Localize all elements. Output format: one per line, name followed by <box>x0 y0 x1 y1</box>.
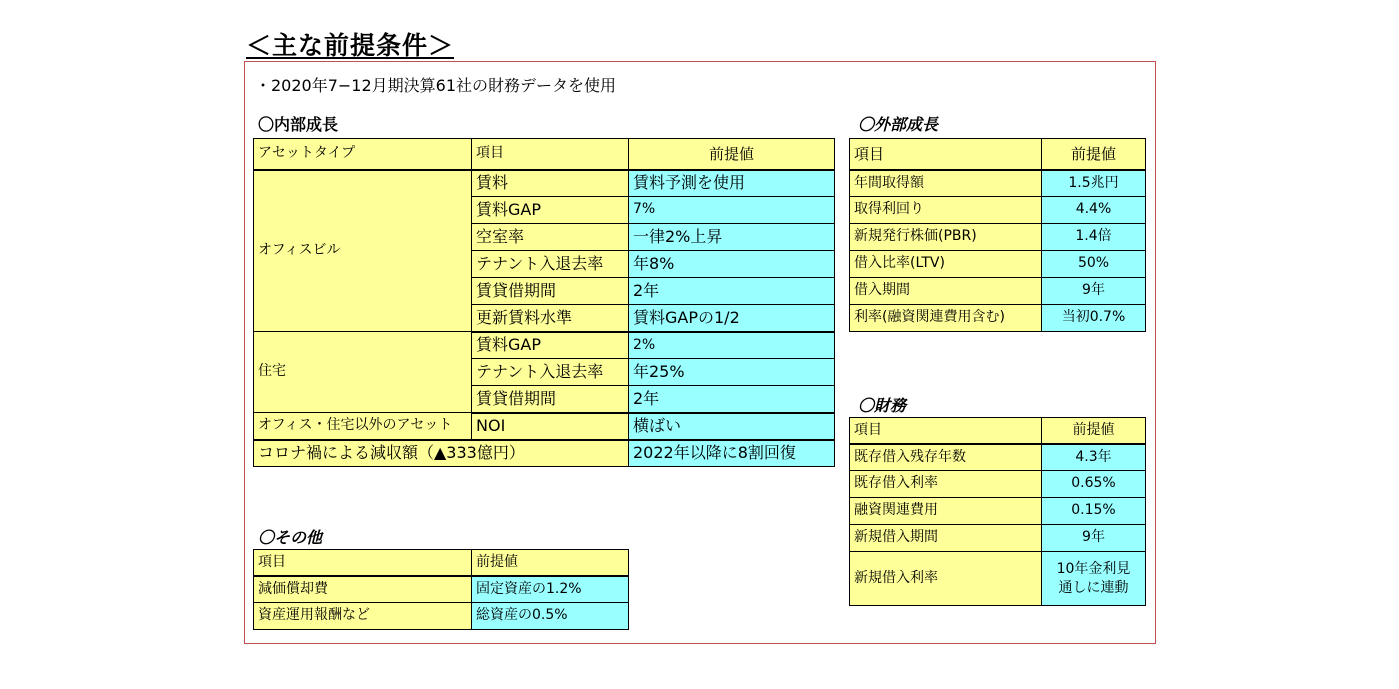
value-line-2: 通しに連動 <box>1058 579 1129 596</box>
covid-impact-label: コロナ禍による減収額（▲333億円） <box>254 440 629 467</box>
item-cell: 賃料GAP <box>472 197 629 224</box>
value-cell: 年8% <box>629 251 835 278</box>
col-header-value: 前提値 <box>1042 139 1146 170</box>
internal-growth-table <box>253 138 835 467</box>
item-cell: 賃料 <box>472 170 629 197</box>
page-title: ＜主な前提条件＞ <box>246 31 455 60</box>
item-cell: 利率(融資関連費用含む) <box>850 305 1042 332</box>
asset-type-other: オフィス・住宅以外のアセット <box>254 413 472 440</box>
item-cell: 借入期間 <box>850 278 1042 305</box>
table-header-row <box>254 139 835 170</box>
value-cell: 7% <box>629 197 835 224</box>
finance-table <box>849 417 1146 606</box>
item-cell: NOI <box>472 413 629 440</box>
item-cell: 減価償却費 <box>254 576 472 603</box>
value-cell: 2年 <box>629 278 835 305</box>
col-header-asset-type: アセットタイプ <box>254 139 472 170</box>
item-cell: 年間取得額 <box>850 170 1042 197</box>
item-cell: 新規借入利率 <box>850 552 1042 606</box>
item-cell: 新規借入期間 <box>850 525 1042 552</box>
external-growth-heading: 〇外部成長 <box>858 115 939 134</box>
value-cell: 当初0.7% <box>1042 305 1146 332</box>
table-row <box>850 525 1146 552</box>
table-row <box>254 332 835 359</box>
table-row <box>850 251 1146 278</box>
finance-heading: 〇財務 <box>858 396 907 415</box>
table-row <box>254 170 835 197</box>
item-cell: 賃料GAP <box>472 332 629 359</box>
col-header-value: 前提値 <box>1042 418 1146 444</box>
table-row <box>850 552 1146 606</box>
item-cell: テナント入退去率 <box>472 251 629 278</box>
item-cell: 融資関連費用 <box>850 498 1042 525</box>
external-growth-table <box>849 138 1146 332</box>
value-cell: 一律2%上昇 <box>629 224 835 251</box>
value-cell: 9年 <box>1042 525 1146 552</box>
col-header-item: 項目 <box>254 550 472 576</box>
asset-type-office: オフィスビル <box>254 170 472 332</box>
item-cell: 既存借入残存年数 <box>850 444 1042 471</box>
table-header-row <box>850 139 1146 170</box>
other-heading: 〇その他 <box>258 528 323 547</box>
value-cell: 横ばい <box>629 413 835 440</box>
table-row <box>850 197 1146 224</box>
covid-impact-value: 2022年以降に8割回復 <box>629 440 835 467</box>
value-cell: 固定資産の1.2% <box>472 576 629 603</box>
value-cell: 2% <box>629 332 835 359</box>
table-header-row <box>850 418 1146 444</box>
value-cell: 賃料予測を使用 <box>629 170 835 197</box>
col-header-value: 前提値 <box>629 139 835 170</box>
table-row <box>850 224 1146 251</box>
table-row <box>254 576 629 603</box>
item-cell: 賃貸借期間 <box>472 386 629 413</box>
table-header-row <box>254 550 629 576</box>
table-row <box>254 440 835 467</box>
value-cell: 9年 <box>1042 278 1146 305</box>
col-header-value: 前提値 <box>472 550 629 576</box>
item-cell: 賃貸借期間 <box>472 278 629 305</box>
table-row <box>850 305 1146 332</box>
internal-growth-heading: 〇内部成長 <box>258 115 339 134</box>
item-cell: テナント入退去率 <box>472 359 629 386</box>
col-header-item: 項目 <box>850 418 1042 444</box>
value-cell: 賃料GAPの1/2 <box>629 305 835 332</box>
value-cell: 0.15% <box>1042 498 1146 525</box>
table-row <box>850 170 1146 197</box>
table-row <box>850 444 1146 471</box>
table-row <box>850 471 1146 498</box>
item-cell: 既存借入利率 <box>850 471 1042 498</box>
table-row <box>850 498 1146 525</box>
item-cell: 更新賃料水準 <box>472 305 629 332</box>
value-line-1: 10年金利見 <box>1056 561 1131 578</box>
item-cell: 空室率 <box>472 224 629 251</box>
value-cell: 4.4% <box>1042 197 1146 224</box>
value-cell: 1.5兆円 <box>1042 170 1146 197</box>
table-row <box>850 278 1146 305</box>
table-row <box>254 413 835 440</box>
data-source-note: ・2020年7−12月期決算61社の財務データを使用 <box>255 76 617 95</box>
value-cell: 2年 <box>629 386 835 413</box>
item-cell: 新規発行株価(PBR) <box>850 224 1042 251</box>
value-cell <box>1042 552 1146 606</box>
value-cell: 0.65% <box>1042 471 1146 498</box>
col-header-item: 項目 <box>472 139 629 170</box>
col-header-item: 項目 <box>850 139 1042 170</box>
value-cell: 年25% <box>629 359 835 386</box>
item-cell: 借入比率(LTV) <box>850 251 1042 278</box>
table-row <box>254 603 629 630</box>
value-cell: 50% <box>1042 251 1146 278</box>
value-cell: 1.4倍 <box>1042 224 1146 251</box>
item-cell: 資産運用報酬など <box>254 603 472 630</box>
other-table <box>253 549 629 630</box>
value-cell: 4.3年 <box>1042 444 1146 471</box>
asset-type-residential: 住宅 <box>254 332 472 413</box>
item-cell: 取得利回り <box>850 197 1042 224</box>
value-cell: 総資産の0.5% <box>472 603 629 630</box>
